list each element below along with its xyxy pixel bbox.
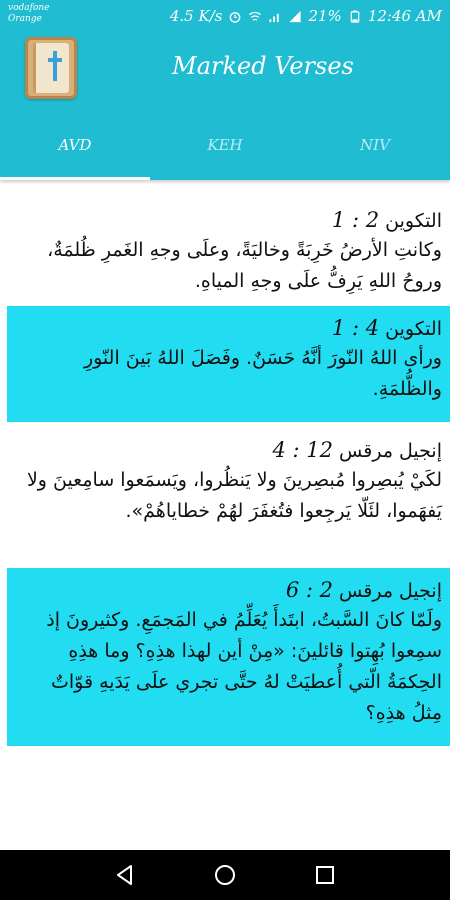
signal-icon <box>268 10 282 23</box>
chapter-verse: 1 : 2 <box>331 208 380 232</box>
verse-text: لكَيْ يُبصِروا مُبصِرينَ ولا يَنظُروا، ويَسمَعوا سامِعينَ ولا يَفهَموا، لئَلّا يَرجِعوا فتُغفَرَ لهُمْ خطاياهُمْ». <box>26 469 442 522</box>
tab-avd[interactable]: AVD <box>58 136 92 154</box>
verse-text: وكانتِ الأرضُ خَرِبَةً وخاليَةً، وعلَى وجهِ الغَمرِ ظُلمَةٌ، وروحُ اللهِ يَرِفُّ علَى وجهِ المياهِ. <box>47 239 442 292</box>
system-nav-bar <box>0 850 450 900</box>
battery-icon <box>348 10 362 23</box>
book-name: التكوين <box>385 318 442 340</box>
carrier-line-1: vodafone <box>8 3 50 13</box>
verse-text: ورأى اللهُ النّورَ أنَّهُ حَسَنٌ. وفَصَلَ اللهُ بَينَ النّورِ والظُّلمَةِ. <box>83 347 442 400</box>
bible-logo-icon <box>25 37 77 99</box>
chapter-verse: 4 : 12 <box>272 438 333 462</box>
book-name: إنجيل مرقس <box>339 440 442 462</box>
page-title: Marked Verses <box>172 52 354 80</box>
book-name: التكوين <box>385 210 442 232</box>
tab-indicator <box>0 177 150 180</box>
chapter-verse: 6 : 2 <box>285 578 333 602</box>
app-bar <box>0 34 450 130</box>
network-speed: 4.5 K/s <box>169 7 223 25</box>
verse-reference <box>15 576 442 605</box>
status-indicators <box>170 7 442 25</box>
battery-percent: 21% <box>308 7 342 25</box>
verse-reference <box>15 314 442 343</box>
tab-keh[interactable]: KEH <box>207 136 243 154</box>
tab-niv[interactable]: NIV <box>360 136 390 154</box>
translation-tabs <box>0 130 450 180</box>
verse-card-highlighted[interactable] <box>7 306 450 422</box>
carrier-line-2: Orange <box>8 14 42 24</box>
clock: 12:46 AM <box>367 7 442 25</box>
alarm-icon <box>228 10 242 23</box>
recents-icon[interactable] <box>313 863 337 887</box>
carrier-name <box>8 3 50 25</box>
status-bar <box>0 0 450 34</box>
verse-reference <box>15 436 442 465</box>
wifi-icon <box>248 10 262 23</box>
back-icon[interactable] <box>113 863 137 887</box>
verse-card-highlighted[interactable] <box>7 568 450 746</box>
verse-card[interactable] <box>7 198 450 308</box>
book-name: إنجيل مرقس <box>339 580 442 602</box>
verse-card[interactable] <box>7 428 450 564</box>
signal-2-icon <box>288 10 302 23</box>
verse-text: ولَمّا كانَ السَّبتُ، ابتَدأَ يُعَلِّمُ في المَجمَعِ. وكثيرونَ إذ سمِعوا بُهِتوا قائلينَ: «مِنْ أين لهذا هذِهِ؟ وما هذِهِ الحِكمَةُ الّتي أُعطيَتْ لهُ حتَّى تجري علَى يَدَيهِ قوّاتٌ مِثلُ هذِهِ؟ <box>46 609 442 724</box>
verse-reference <box>15 206 442 235</box>
chapter-verse: 1 : 4 <box>331 316 380 340</box>
home-icon[interactable] <box>213 863 237 887</box>
